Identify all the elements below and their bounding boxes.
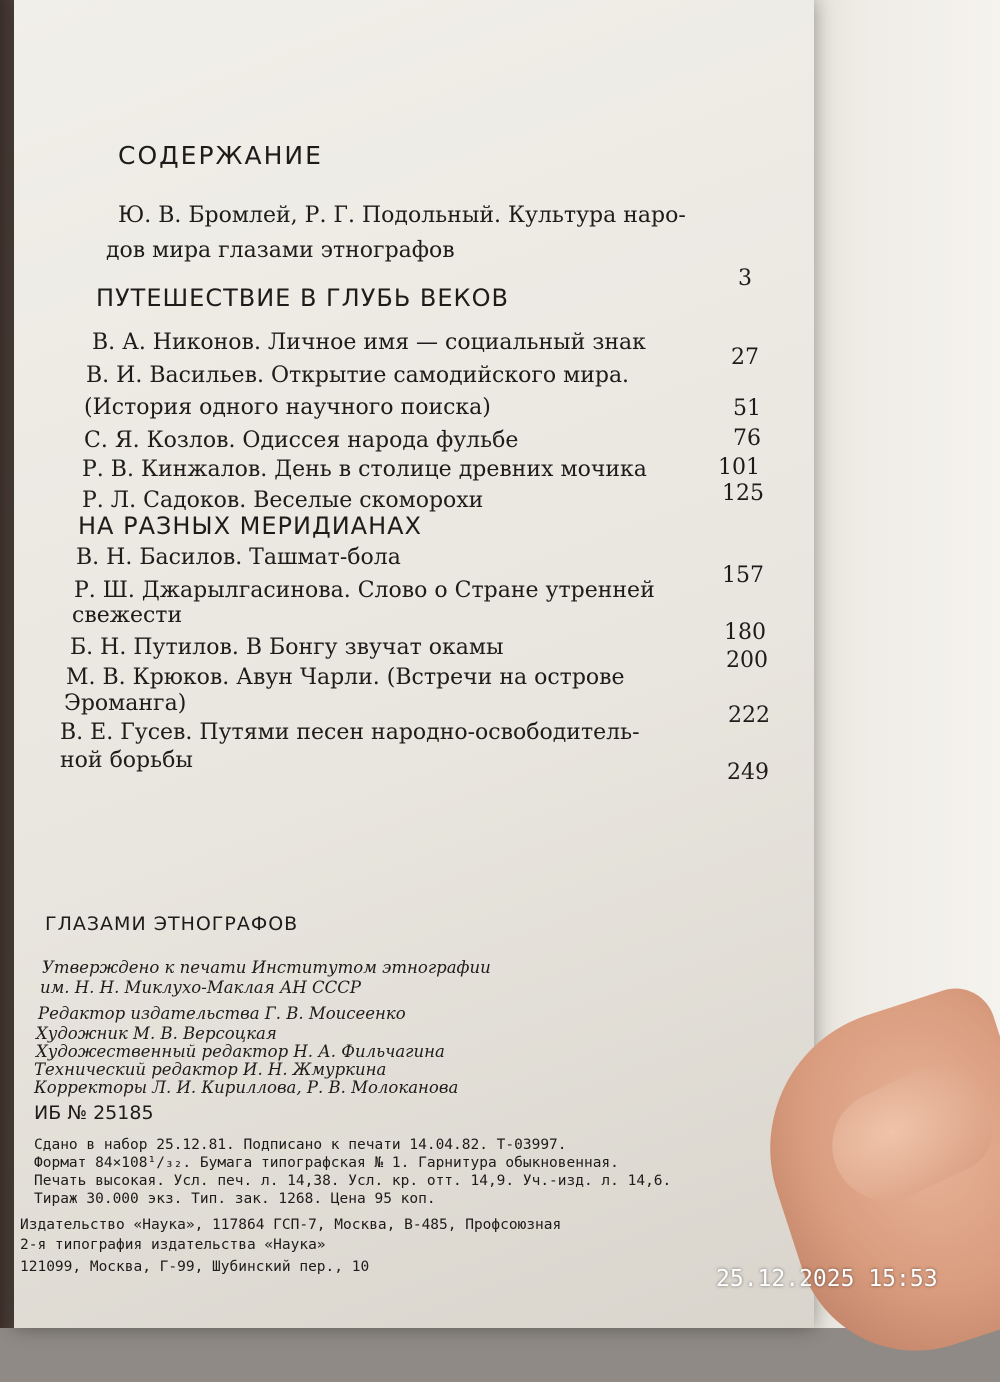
publisher-line-1: Издательство «Наука», 117864 ГСП-7, Москва, В-485, Профсоюзная [20,1217,562,1233]
entry-dzharylgasinova-2: свежести [72,603,183,628]
credit-proofreaders: Корректоры Л. И. Кириллова, Р. В. Молоканова [34,1078,459,1097]
entry-kryukov-1: М. В. Крюков. Авун Чарли. (Встречи на острове [66,665,625,690]
ib-number: ИБ № 25185 [34,1102,154,1124]
approved-line-1: Утверждено к печати Институтом этнографии [42,958,491,977]
intro-page: 3 [738,266,752,291]
contents-title: СОДЕРЖАНИЕ [118,141,323,170]
approved-line-2: им. Н. Н. Миклухо-Маклая АН СССР [40,978,362,997]
credit-editor: Редактор издательства Г. В. Моисеенко [38,1004,406,1023]
entry-kinzhalov: Р. В. Кинжалов. День в столице древних мочика [82,457,647,482]
tech-line-4: Тираж 30.000 экз. Тип. зак. 1268. Цена 95 коп. [34,1191,436,1207]
entry-vasiliev-1: В. И. Васильев. Открытие самодийского мира. [86,363,630,388]
entry-basilov: В. Н. Басилов. Ташмат-бола [76,545,401,570]
entry-sadokov: Р. Л. Садоков. Веселые скоморохи [82,488,484,513]
tech-line-1: Сдано в набор 25.12.81. Подписано к печати 14.04.82. Т-03997. [34,1137,567,1153]
intro-line-2: дов мира глазами этнографов [106,238,455,263]
book-title: ГЛАЗАМИ ЭТНОГРАФОВ [45,913,299,935]
entry-vasiliev-2: (История одного научного поиска) [84,395,491,420]
book-page [14,0,814,1328]
tech-line-3: Печать высокая. Усл. печ. л. 14,38. Усл. кр. отт. 14,9. Уч.-изд. л. 14,6. [34,1173,672,1189]
section2-heading: НА РАЗНЫХ МЕРИДИАНАХ [78,512,422,540]
section1-heading: ПУТЕШЕСТВИЕ В ГЛУБЬ ВЕКОВ [96,284,509,312]
entry-nikonov: В. А. Никонов. Личное имя — социальный знак [92,330,646,355]
credit-artist: Художник М. В. Версоцкая [36,1024,277,1043]
entry-kozlov-page: 76 [733,426,761,451]
entry-nikonov-page: 27 [731,345,759,370]
entry-basilov-page: 157 [722,563,764,588]
entry-kryukov-2: Эроманга) [64,691,187,716]
entry-kinzhalov-page: 101 [718,455,760,480]
entry-vasiliev-page: 51 [733,396,761,421]
entry-dzharylgasinova-page: 180 [724,620,766,645]
intro-line-1: Ю. В. Бромлей, Р. Г. Подольный. Культура наро- [118,203,686,228]
tech-line-2: Формат 84×108¹/₃₂. Бумага типографская № 1. Гарнитура обыкновенная. [34,1155,619,1171]
entry-gusev-1: В. Е. Гусев. Путями песен народно-освободитель- [60,720,640,745]
entry-putilov: Б. Н. Путилов. В Бонгу звучат окамы [70,635,504,660]
credit-art-editor: Художественный редактор Н. А. Фильчагина [36,1042,445,1061]
entry-gusev-page: 249 [727,760,769,785]
publisher-line-2: 2-я типография издательства «Наука» [20,1237,326,1253]
entry-dzharylgasinova-1: Р. Ш. Джарылгасинова. Слово о Стране утренней [74,578,655,603]
entry-kryukov-page: 222 [728,703,770,728]
entry-gusev-2: ной борьбы [60,748,193,773]
credit-tech-editor: Технический редактор И. Н. Жмуркина [34,1060,387,1079]
entry-sadokov-page: 125 [722,481,764,506]
publisher-line-3: 121099, Москва, Г-99, Шубинский пер., 10 [20,1259,370,1275]
entry-kozlov: С. Я. Козлов. Одиссея народа фульбе [84,428,519,453]
photo-timestamp: 25.12.2025 15:53 [716,1266,938,1292]
entry-putilov-page: 200 [726,648,768,673]
